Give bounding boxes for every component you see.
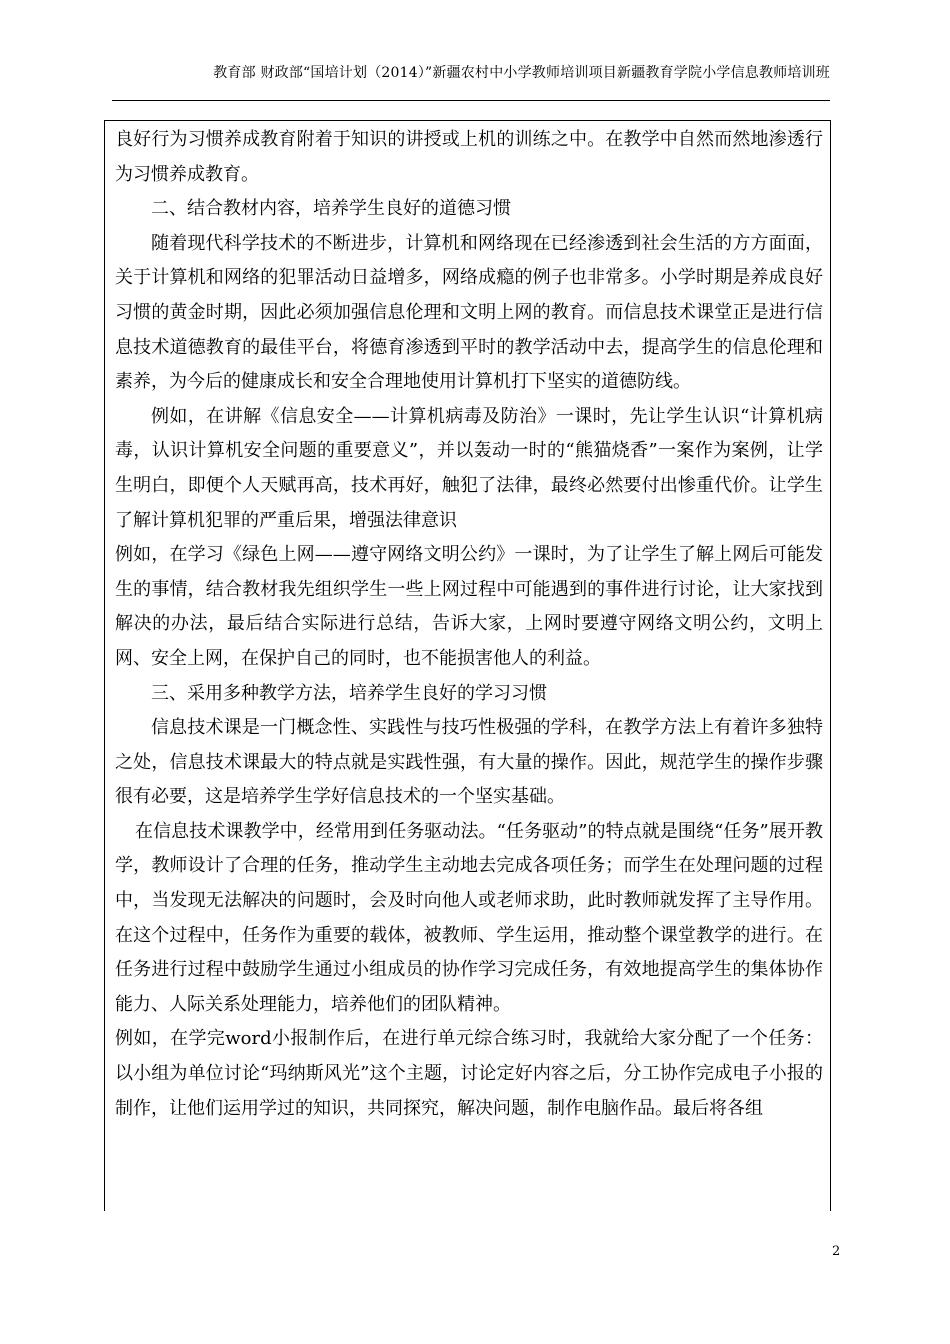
- paragraph: 例如，在讲解《信息安全——计算机病毒及防治》一课时，先让学生认识“计算机病毒，认识计算机安全问题的重要意义”，并以轰动一时的“熊猫烧香”一案作为案例，让学生明白，即便个人天赋再高，技术再好，触犯了法律，最终必然要付出惨重代价。让学生了解计算机犯罪的严重后果，增强法律意识: [115, 405, 823, 531]
- paragraph: 随着现代科学技术的不断进步，计算机和网络现在已经渗透到社会生活的方方面面，关于计算机和网络的犯罪活动日益增多，网络成瘾的例子也非常多。小学时期是养成良好习惯的黄金时期，因此必须加强信息伦理和文明上网的教育。而信息技术课堂正是进行信息技术道德教育的最佳平台，将德育渗透到平时的教学活动中去，提高学生的信息伦理和素养，为今后的健康成长和安全合理地使用计算机打下坚实的道德防线。: [115, 232, 823, 393]
- paragraph-continuation: 良好行为习惯养成教育附着于知识的讲授或上机的训练之中。在教学中自然而然地渗透行为习惯养成教育。: [115, 129, 823, 185]
- paragraph: 例如，在学习《绿色上网——遵守网络文明公约》一课时，为了让学生了解上网后可能发生的事情，结合教材我先组织学生一些上网过程中可能遇到的事件进行讨论，让大家找到解决的办法，最后结合实际进行总结，告诉大家，上网时要遵守网络文明公约，文明上网、安全上网，在保护自己的同时，也不能损害他人的利益。: [115, 544, 823, 669]
- body-text: [115, 123, 823, 1126]
- page-number: 2: [832, 1244, 841, 1259]
- paragraph: 在信息技术课教学中，经常用到任务驱动法。“任务驱动”的特点就是围绕“任务”展开教学，教师设计了合理的任务，推动学生主动地去完成各项任务；而学生在处理问题的过程中，当发现无法解决的问题时，会及时向他人或老师求助，此时教师就发挥了主导作用。在这个过程中，任务作为重要的载体，被教师、学生运用，推动整个课堂教学的进行。在任务进行过程中鼓励学生通过小组成员的协作学习完成任务，有效地提高学生的集体协作能力、人际关系处理能力，培养他们的团队精神。: [115, 820, 823, 1015]
- paragraph: 例如，在学完word小报制作后，在进行单元综合练习时，我就给大家分配了一个任务：以小组为单位讨论“玛纳斯风光”这个主题，讨论定好内容之后，分工协作完成电子小报的制作，让他们运用学过的知识，共同探究，解决问题，制作电脑作品。最后将各组: [115, 1028, 823, 1119]
- header-divider: [112, 100, 830, 101]
- paragraph: 信息技术课是一门概念性、实践性与技巧性极强的学科，在教学方法上有着许多独特之处，信息技术课最大的特点就是实践性强，有大量的操作。因此，规范学生的操作步骤很有必要，这是培养学生学好信息技术的一个坚实基础。: [115, 717, 823, 808]
- content-table-cell: [104, 120, 831, 1211]
- section-heading-2: 二、结合教材内容，培养学生良好的道德习惯: [151, 198, 511, 220]
- page-header: 教育部 财政部“国培计划（2014）”新疆农村中小学教师培训项目新疆教育学院小学信息教师培训班: [213, 65, 830, 81]
- section-heading-3: 三、采用多种教学方法，培养学生良好的学习习惯: [151, 682, 547, 704]
